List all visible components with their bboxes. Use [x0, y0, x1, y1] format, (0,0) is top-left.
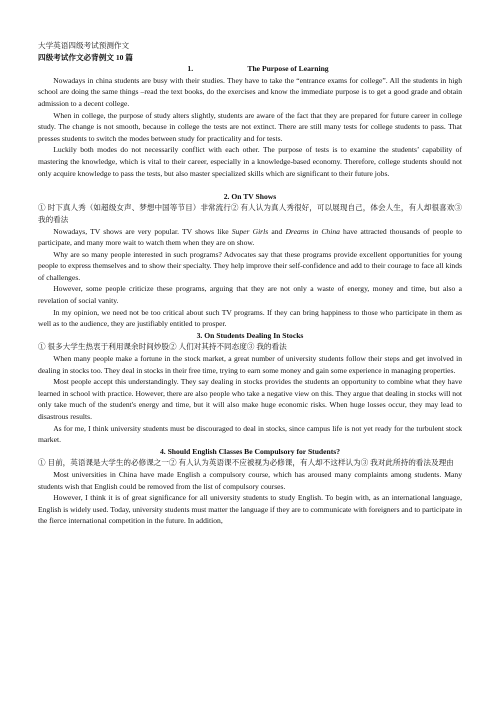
section-2-title: 2. On TV Shows	[223, 191, 277, 201]
section-3-title: 3. On Students Dealing In Stocks	[196, 330, 304, 340]
section-3-paragraph-3: As for me, I think university students must be discouraged to deal in stocks, since campus life is not yet ready for the turbulent stock market.	[38, 423, 462, 445]
doc-header-line: 大学英语四级考试预测作文	[38, 41, 130, 50]
section-2-paragraph-3: However, some people criticize these programs, arguing that they are not only a waste of energy, money and time, but also a revelation of social vanity.	[38, 284, 462, 306]
section-1-title	[38, 63, 462, 75]
doc-subheader: 四级考试作文必背例文 10 篇	[38, 52, 133, 62]
show-name-super-girls: Super Girls	[231, 226, 269, 236]
section-2-outline: ① 时下真人秀（如超级女声、梦想中国等节目）非常流行② 有人认为真人秀很好，可以展现自己，体会人生，有人却很喜欢③ 我的看法	[38, 203, 462, 224]
section-4-title: 4. Should English Classes Be Compulsory for Students?	[159, 446, 341, 456]
text-run: have attracted thousands of people to participate, and many more wait to watch them when they are on show.	[38, 226, 462, 248]
section-2-paragraph-1	[38, 226, 462, 249]
text-run: and	[268, 226, 286, 236]
section-3-paragraph-1: When many people make a fortune in the stock market, a great number of university students follow their steps and get involved in dealing in stocks too. They deal in stocks in their free time, trying to earn some money and gain some experience in managing properties.	[38, 354, 462, 375]
section-2-paragraph-4: In my opinion, we need not be too critical about such TV programs. If they can bring happiness to those who participate in them as well as to the audience, they are justifiably entitled to prosper.	[38, 307, 462, 329]
section-1-paragraph-2: When in college, the purpose of study alters slightly, students are aware of the fact that they are prepared for future career in college study. The change is not smooth, because in college the tests are not extinct. There are still many tests for college students to pass. That presses students to switch the modes between study for practicality and for tests.	[38, 110, 462, 143]
section-4-paragraph-2: However, I think it is of great significance for all university students to study English. To begin with, as an international language, English is widely used. Today, university students must matter the language if they are to communicate with foreigners and to participate in the fierce international competition in the future. In addition,	[38, 493, 462, 526]
section-spacer	[38, 179, 462, 191]
section-4-paragraph-1: Most universities in China have made English a compulsory course, which has aroused many complaints among students. Many students wish that English could be removed from the list of compulsory courses.	[38, 469, 462, 491]
section-2-paragraph-2: Why are so many people interested in such programs? Advocates say that these programs provide excellent opportunities for young people to express themselves and to show their specialty. They help improve their self-confidence and add to their courage to face all kinds of challenges.	[38, 249, 462, 282]
section-1-title-text: The Purpose of Learning	[247, 64, 329, 74]
text-run: Nowadays, TV shows are very popular. TV shows like	[53, 226, 232, 236]
section-1-paragraph-1: Nowadays in china students are busy with their studies. They have to take the “entrance exams for college”. All the students in high school are doing the same things –read the text books, do the exercises and know the immediate purpose is to get a good grade and obtain admission to a decent college.	[38, 75, 462, 108]
section-1-number: 1.	[187, 64, 194, 74]
show-name-dreams-in-china: Dreams in China	[285, 226, 340, 236]
section-3-paragraph-2: Most people accept this understandingly. They say dealing in stocks provides the students an opportunity to combine what they have learned in school with practice. However, there are also people who take a negative view on this. They argue that dealing in stocks will not only take much of the student's energy and time, but it will also make huge economic risks. When huge losses occur, they may lead to disastrous results.	[38, 377, 462, 421]
section-1-paragraph-3: Luckily both modes do not necessarily conflict with each other. The purpose of tests is to examine the students’ capability of mastering the knowledge, which is vital to their career, especially in a knowledge-based economy. Therefore, college students should not only acquire knowledge to pass the tests, but also master specialized skills which are significant to their future jobs.	[38, 145, 462, 178]
section-3-outline: ① 很多大学生热衷于利用课余时间炒股② 人们对其持不同态度③ 我的看法	[38, 342, 287, 352]
section-4-outline: ① 目前，英语课是大学生的必修课之一② 有人认为英语课不应被视为必修课，有人却不这样认为③ 我对此所持的看法及理由	[38, 458, 454, 468]
